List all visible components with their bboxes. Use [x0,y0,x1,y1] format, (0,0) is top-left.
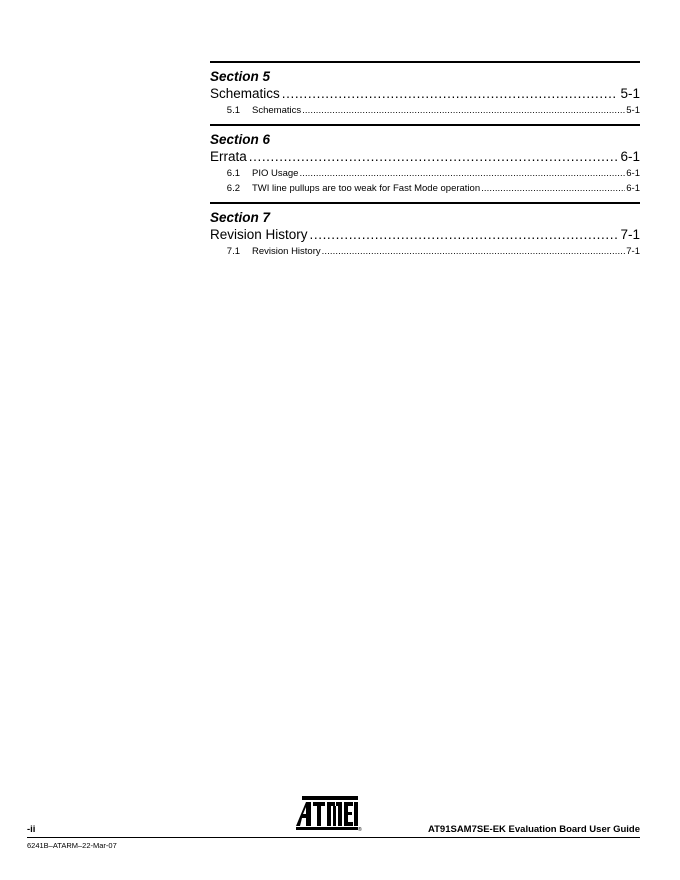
toc-section-6 [210,124,640,196]
section-label: Section 6 [210,132,271,147]
entry-page: 6-1 [626,183,640,194]
section-divider [210,61,640,63]
toc-entry-7-1[interactable] [210,244,640,259]
toc-entry-5-1[interactable] [210,103,640,118]
svg-text:®: ® [358,827,362,832]
dot-leader [249,148,619,166]
section-divider [210,124,640,126]
toc-chapter-errata[interactable] [210,148,640,166]
entry-page: 7-1 [626,246,640,257]
entry-number: 7.1 [226,246,240,257]
footer-divider [27,837,640,838]
chapter-page: 6-1 [620,149,640,164]
section-label: Section 5 [210,69,271,84]
atmel-logo-icon [294,796,364,832]
toc-entry-6-2[interactable] [210,181,640,196]
document-title: AT91SAM7SE-EK Evaluation Board User Guide [427,824,640,835]
chapter-page: 5-1 [620,86,640,101]
page-number: -ii [27,824,36,835]
toc-chapter-revision-history[interactable] [210,226,640,244]
entry-number: 5.1 [226,105,240,116]
entry-title: PIO Usage [252,168,299,179]
dot-leader [282,85,619,103]
entry-title: Revision History [252,246,321,257]
toc-chapter-schematics[interactable] [210,85,640,103]
entry-title: Schematics [252,105,302,116]
toc-section-5 [210,61,640,118]
entry-title: TWI line pullups are too weak for Fast Mode operation [252,183,481,194]
section-label: Section 7 [210,210,271,225]
entry-page: 6-1 [626,168,640,179]
dot-leader [322,244,626,259]
document-id: 6241B–ATARM–22-Mar-07 [27,841,117,850]
section-divider [210,202,640,204]
table-of-contents [210,61,640,259]
entry-page: 5-1 [626,105,640,116]
chapter-title: Errata [210,149,247,164]
chapter-page: 7-1 [620,227,640,242]
dot-leader [302,103,625,118]
dot-leader [481,181,625,196]
dot-leader [299,166,625,181]
chapter-title: Revision History [210,227,308,242]
entry-number: 6.1 [226,168,240,179]
toc-entry-6-1[interactable] [210,166,640,181]
chapter-title: Schematics [210,86,280,101]
entry-number: 6.2 [226,183,240,194]
dot-leader [310,226,619,244]
toc-section-7 [210,202,640,259]
